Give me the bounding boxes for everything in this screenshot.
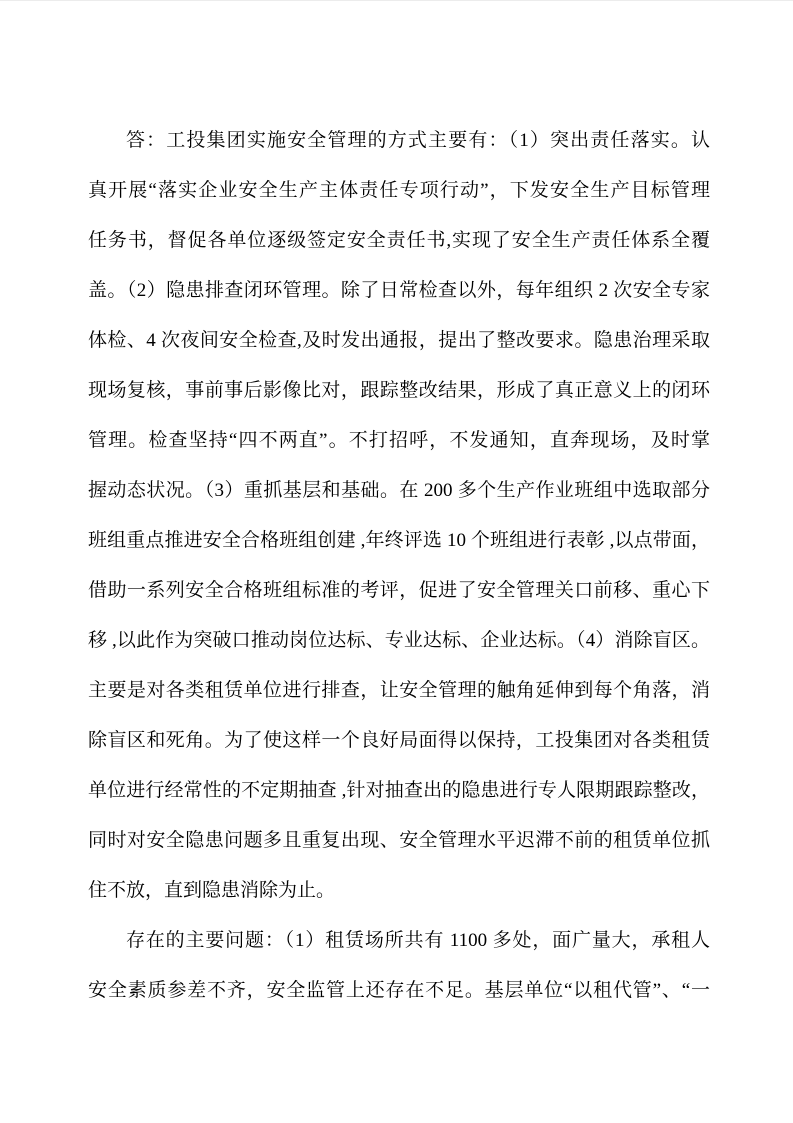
text-line: 除盲区和死角。为了使这样一个良好局面得以保持，工投集团对各类租赁 (88, 730, 710, 751)
text-line: 班组重点推进安全合格班组创建 ,年终评选 10 个班组进行表彰 ,以点带面， (88, 530, 710, 551)
text-line: 移 ,以此作为突破口推动岗位达标、专业达标、企业达标。（4）消除盲区。 (88, 630, 710, 651)
text-line: 现场复核，事前事后影像比对，跟踪整改结果，形成了真正意义上的闭环 (88, 380, 710, 401)
text-line: 真开展“落实企业安全生产主体责任专项行动”，下发安全生产目标管理 (88, 180, 710, 201)
text-line: 握动态状况。（3）重抓基层和基础。在 200 多个生产作业班组中选取部分 (88, 480, 710, 501)
text-line: 任务书，督促各单位逐级签定安全责任书,实现了安全生产责任体系全覆 (88, 230, 710, 251)
text-line: 体检、4 次夜间安全检查,及时发出通报，提出了整改要求。隐患治理采取 (88, 330, 710, 351)
text-line: 答：工投集团实施安全管理的方式主要有：（1）突出责任落实。认 (126, 130, 710, 151)
text-line: 借助一系列安全合格班组标准的考评，促进了安全管理关口前移、重心下 (88, 580, 710, 601)
text-line: 单位进行经常性的不定期抽查 ,针对抽查出的隐患进行专人限期跟踪整改， (88, 780, 710, 801)
text-line: 存在的主要问题：（1）租赁场所共有 1100 多处，面广量大，承租人 (126, 930, 710, 951)
document-text-block (88, 116, 710, 1016)
text-line: 主要是对各类租赁单位进行排查，让安全管理的触角延伸到每个角落，消 (88, 680, 710, 701)
text-line: 住不放，直到隐患消除为止。 (88, 880, 336, 901)
text-line: 盖。（2）隐患排查闭环管理。除了日常检查以外，每年组织 2 次安全专家 (88, 280, 710, 301)
text-line: 管理。检查坚持“四不两直”。不打招呼，不发通知，直奔现场，及时掌 (88, 430, 710, 451)
text-line: 安全素质参差不齐，安全监管上还存在不足。基层单位“以租代管”、“一 (88, 980, 710, 1001)
text-line: 同时对安全隐患问题多且重复出现、安全管理水平迟滞不前的租赁单位抓 (88, 830, 710, 851)
